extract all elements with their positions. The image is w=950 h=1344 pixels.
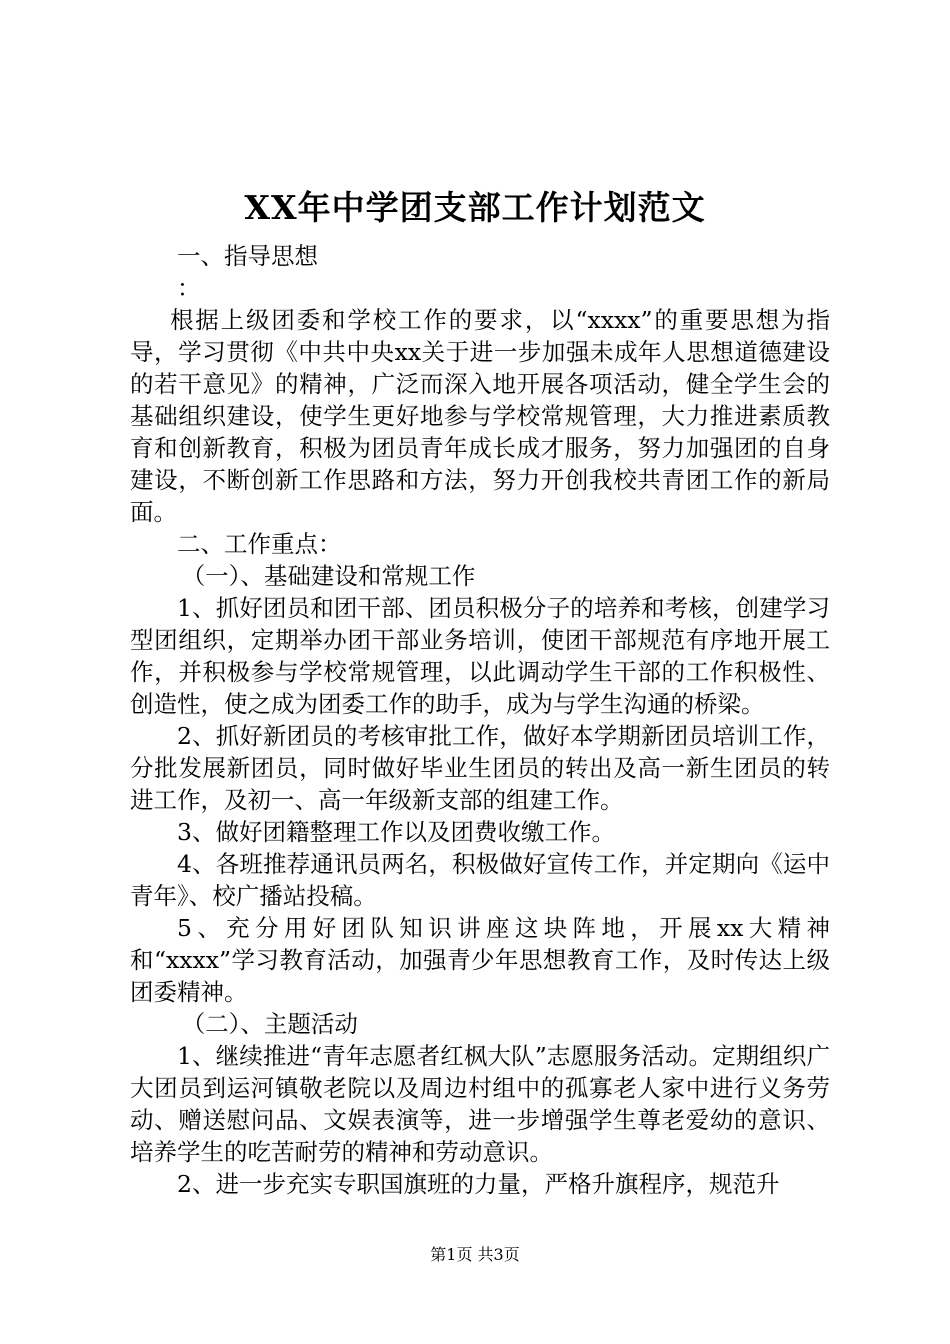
paragraph-activity-2: 2、进一步充实专职国旗班的力量，严格升旗程序，规范升: [177, 1170, 780, 1198]
paragraph-item-5: 5、充分用好团队知识讲座这块阵地，开展xx大精神和“xxxx”学习教育活动，加强青少年思想教育工作，及时传达上级团委精神。: [130, 914, 830, 1006]
paragraph-activity-1: 1、继续推进“青年志愿者红枫大队”志愿服务活动。定期组织广大团员到运河镇敬老院以及周边村组中的孤寡老人家中进行义务劳动、赠送慰问品、文娱表演等，进一步增强学生尊老爱幼的意识、培养学生的吃苦耐劳的精神和劳动意识。: [130, 1042, 830, 1166]
section-heading-work-focus: 二、工作重点：: [177, 530, 342, 558]
subsection-heading-basic-construction: （一）、基础建设和常规工作: [181, 562, 476, 590]
paragraph-item-3: 3、做好团籍整理工作以及团费收缴工作。: [177, 818, 615, 846]
document-body: [130, 240, 830, 1200]
subsection-heading-theme-activities: （二）、主题活动: [181, 1010, 358, 1038]
section-heading-guiding-thought: 一、指导思想: [177, 242, 318, 270]
document-title: XX年中学团支部工作计划范文: [244, 188, 706, 227]
paragraph-item-1: 1、抓好团员和团干部、团员积极分子的培养和考核，创建学习型团组织，定期举办团干部业务培训，使团干部规范有序地开展工作，并积极参与学校常规管理，以此调动学生干部的工作积极性、创造性，使之成为团委工作的助手，成为与学生沟通的桥梁。: [130, 594, 830, 718]
paragraph-guiding-thought: 根据上级团委和学校工作的要求，以“xxxx”的重要思想为指导，学习贯彻《中共中央xx关于进一步加强未成年人思想道德建设的若干意见》的精神，广泛而深入地开展各项活动，健全学生会的基础组织建设，使学生更好地参与学校常规管理，大力推进素质教育和创新教育，积极为团员青年成长成才服务，努力加强团的自身建设，不断创新工作思路和方法，努力开创我校共青团工作的新局面。: [130, 306, 830, 526]
paragraph-item-4: 4、各班推荐通讯员两名，积极做好宣传工作，并定期向《运中青年》、校广播站投稿。: [130, 850, 830, 910]
colon-line: ：: [177, 274, 201, 302]
paragraph-item-2: 2、抓好新团员的考核审批工作，做好本学期新团员培训工作，分批发展新团员，同时做好毕业生团员的转出及高一新生团员的转进工作，及初一、高一年级新支部的组建工作。: [130, 722, 830, 814]
page-footer: 第1页 共3页: [430, 1245, 520, 1264]
